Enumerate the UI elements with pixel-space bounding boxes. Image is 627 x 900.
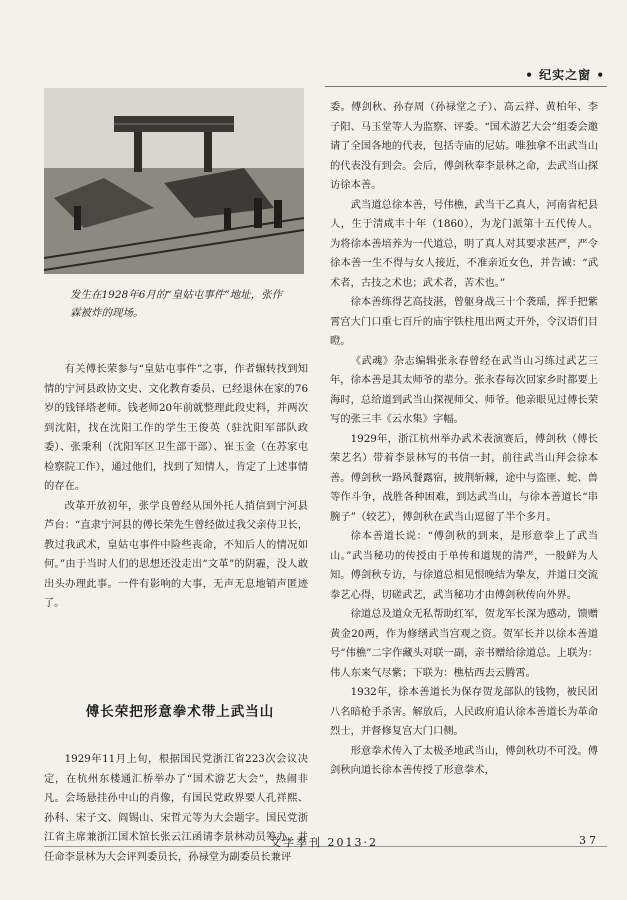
paragraph: 改革开放初年，张学良曾经从国外托人捎信到宁河县芦台：“直隶宁河县的傅长荣先生曾经做过我父亲侍卫长，教过我武术，皇姑屯事件中险些丧命，不知后人的情况如何。”由于当时人们的思想还没走出“文革”的阴霾，没人敢出头办理此事。一件有影响的大事，无声无息地销声匿迹了。 (44, 499, 308, 609)
section-title: 傅长荣把形意拳术带上武当山 (85, 704, 275, 720)
section-header: • 纪实之窗 • (525, 68, 605, 82)
left-column-text (44, 360, 308, 614)
right-column-text (330, 98, 598, 781)
paragraph: 形意拳术传入了太极圣地武当山，傅剑秋功不可没。傅剑秋向道长徐本善传授了形意拳术， (330, 744, 598, 776)
paragraph: 委。傅剑秋、孙存周（孙禄堂之子）、高云祥、黄柏年、李子阳、马玉堂等人为监察、评委。“国术游艺大会”组委会邀请了全国各地的代表，包括寺庙的尼姑。唯独拿不出武当山的代表没有到会。会后，傅剑秋奉李景林之命，去武当山探访徐本善。 (330, 101, 598, 191)
paragraph: 有关傅长荣参与“皇姑屯事件”之事，作者辗转找到知情的宁河县政协文史、文化教育委员、已经退休在家的76岁的钱铎塔老师。钱老师20年前就整理此段史料，并两次到沈阳，找在沈阳工作的学生王俊英（驻沈阳军部队政委）、张秉利（沈阳军区卫生部干部）、崔玉金（在苏家屯检察院工作），通过他们，找到了知情人，肯定了上述事情的存在。 (44, 363, 308, 492)
journal-issue: 文学季刊 2013·2 (270, 836, 378, 849)
header-divider (325, 86, 607, 87)
paragraph: 徐本善练得艺高技湛，曾躯身战三十个袭瑶，挥手把紫霄宫大门口重七百斤的庙宇铁柱甩出两丈开外，令汉语们目瞪。 (330, 296, 598, 347)
paragraph: 1929年，浙江杭州举办武术表演赛后，傅剑秋（傅长荣艺名）带着李景林写的书信一封，前往武当山拜会徐本善。傅剑秋一路风餐露宿，披荆斩棘，途中与盗匪、蛇、兽等作斗争，战胜各种困难，到达武当山，与徐本善道长“串腕子”（较艺），傅剑秋在武当山逗留了半个多月。 (330, 432, 598, 523)
page-number: 37 (579, 834, 599, 847)
paragraph: 1929年11月上旬，根据国民党浙江省223次会议决定，在杭州东楼通汇桥举办了“国术游艺大会”，热闹非凡。会场悬挂孙中山的肖像，有国民党政界要人孔祥熙、孙科、宋子文、阎锡山、宋哲元等为大会题字。国民党浙江省主席兼浙江国术馆长张云江函请李景林动员筹办，并任命李景林为大会评判委员长，孙禄堂为副委员长兼评 (44, 753, 308, 863)
paragraph: 徐道总及道众无私帮助红军，贺龙军长深为感动，馈赠黄金20两，作为修缮武当宫观之资。贺军长并以徐本善道号“伟樵”二字作藏头对联一副，亲书赠给徐道总。上联为：伟人东来气尽紫；下联为：樵枯西去云腾霄。 (330, 608, 598, 679)
historical-photo (44, 88, 304, 274)
paragraph: 武当道总徐本善，号伟樵，武当干乙真人，河南省杞县人，生于清咸丰十年（1860），为龙门派第十五代传人。为将徐本善培养为一代道总，明了真人对其要求甚严，严令徐本善一生不得与女人接近，不准亲近女色，并告诫：“武术者，古技之术也；武术者，苦术也。” (330, 198, 598, 289)
photo-caption: 发生在1928年6月的“皇姑屯事件”地址，张作霖被炸的现场。 (70, 289, 283, 319)
paragraph: 1932年，徐本善道长为保存贺龙部队的钱物，被民团八名暗枪手杀害。解放后，人民政府追认徐本善道长为革命烈士，并督修复宫大门口侧。 (330, 686, 598, 737)
paragraph: 《武魂》杂志编辑张永春曾经在武当山习练过武艺三年，徐本善是其太师爷的辈分。张永春每次回家乡时都要上海时，总给道到武当山探视师父、师爷。他亲眼见过傅长荣写的张三丰《云水集》字幅。 (330, 354, 598, 425)
left-column-text-2 (44, 750, 308, 867)
paragraph: 徐本善道长说：“傅剑秋的到来，是形意拳上了武当山。”武当秘功的传授由于单传和道规的清严，一般鲜为人知。傅剑秋专访，与徐道总相见恨晚结为挚友，并道日交流拳艺心得，切磋武艺，武当秘功才由傅剑秋传向外界。 (330, 530, 598, 601)
